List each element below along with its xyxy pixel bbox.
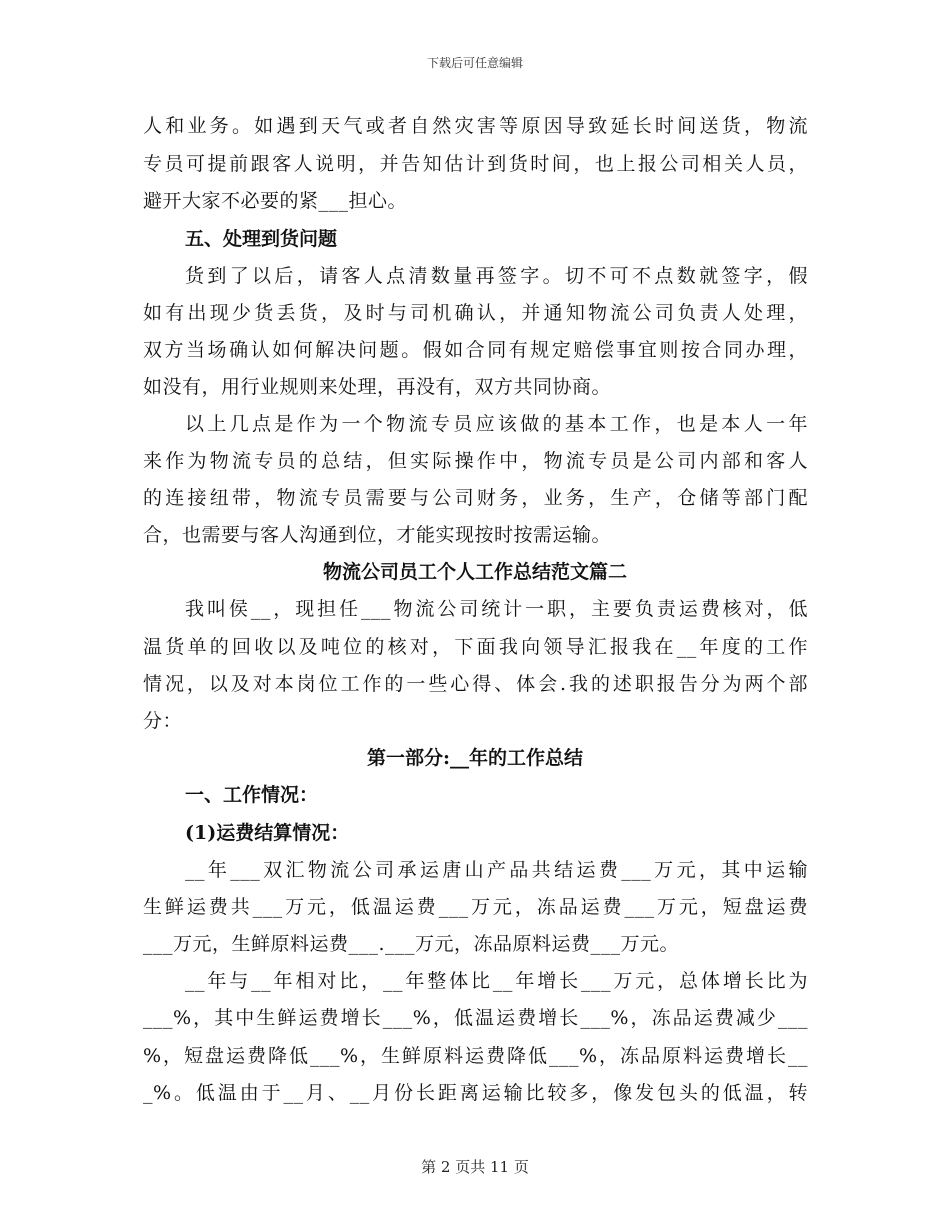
body-line: 来作为物流专员的总结，但实际操作中，物流专员是公司内部和客人 [143, 450, 808, 472]
section-heading: 五、处理到货问题 [185, 228, 338, 250]
body-line: 我叫侯__，现担任___物流公司统计一职，主要负责运费核对，低 [185, 598, 808, 620]
body-line: 情况，以及对本岗位工作的一些心得、体会.我的述职报告分为两个部 [143, 673, 808, 695]
body-line: 专员可提前跟客人说明，并告知估计到货时间，也上报公司相关人员， [143, 153, 808, 175]
body-line: ___万元，生鲜原料运费___.___万元，冻品原料运费___万元。 [143, 933, 680, 955]
body-line: 温货单的回收以及吨位的核对，下面我向领导汇报我在__年度的工作 [143, 636, 808, 658]
body-line: 生鲜运费共___万元，低温运费___万元，冻品运费___万元，短盘运费 [143, 896, 808, 918]
body-line: 合，也需要与客人沟通到位，才能实现按时按需运输。 [143, 524, 612, 546]
body-line: 如没有，用行业规则来处理，再没有，双方共同协商。 [143, 376, 612, 398]
body-line: 如有出现少货丢货，及时与司机确认，并通知物流公司负责人处理， [143, 302, 808, 324]
body-line: %，短盘运费降低___%，生鲜原料运费降低___%，冻品原料运费增长__ [143, 1045, 808, 1067]
body-line: 的连接纽带，物流专员需要与公司财务，业务，生产，仓储等部门配 [143, 487, 808, 509]
body-line: 避开大家不必要的紧___担心。 [143, 190, 408, 212]
page-header: 下载后可任意编辑 [426, 56, 523, 70]
section-heading: 一、工作情况： [185, 784, 319, 806]
body-line: __年与__年相对比，__年整体比__年增长___万元，总体增长比为 [185, 970, 808, 992]
part-title: 第一部分:__年的工作总结 [366, 747, 583, 769]
body-line: ___%，其中生鲜运费增长___%，低温运费增长___%，冻品运费减少___ [143, 1007, 808, 1029]
body-line: 以上几点是作为一个物流专员应该做的基本工作，也是本人一年 [185, 413, 808, 435]
body-line: 分： [143, 710, 183, 732]
subsection-heading: (1)运费结算情况： [185, 822, 350, 844]
article-title: 物流公司员工个人工作总结范文篇二 [322, 561, 627, 583]
body-line: 人和业务。如遇到天气或者自然灾害等原因导致延长时间送货，物流 [143, 115, 808, 137]
body-line: 双方当场确认如何解决问题。假如合同有规定赔偿事宜则按合同办理， [143, 339, 808, 361]
body-line: _%。低温由于__月、__月份长距离运输比较多，像发包头的低温，转 [143, 1082, 808, 1104]
body-line: __年___双汇物流公司承运唐山产品共结运费___万元，其中运输 [185, 859, 808, 881]
page-footer: 第 2 页共 11 页 [421, 1158, 529, 1176]
body-line: 货到了以后，请客人点清数量再签字。切不可不点数就签字，假 [185, 265, 808, 287]
